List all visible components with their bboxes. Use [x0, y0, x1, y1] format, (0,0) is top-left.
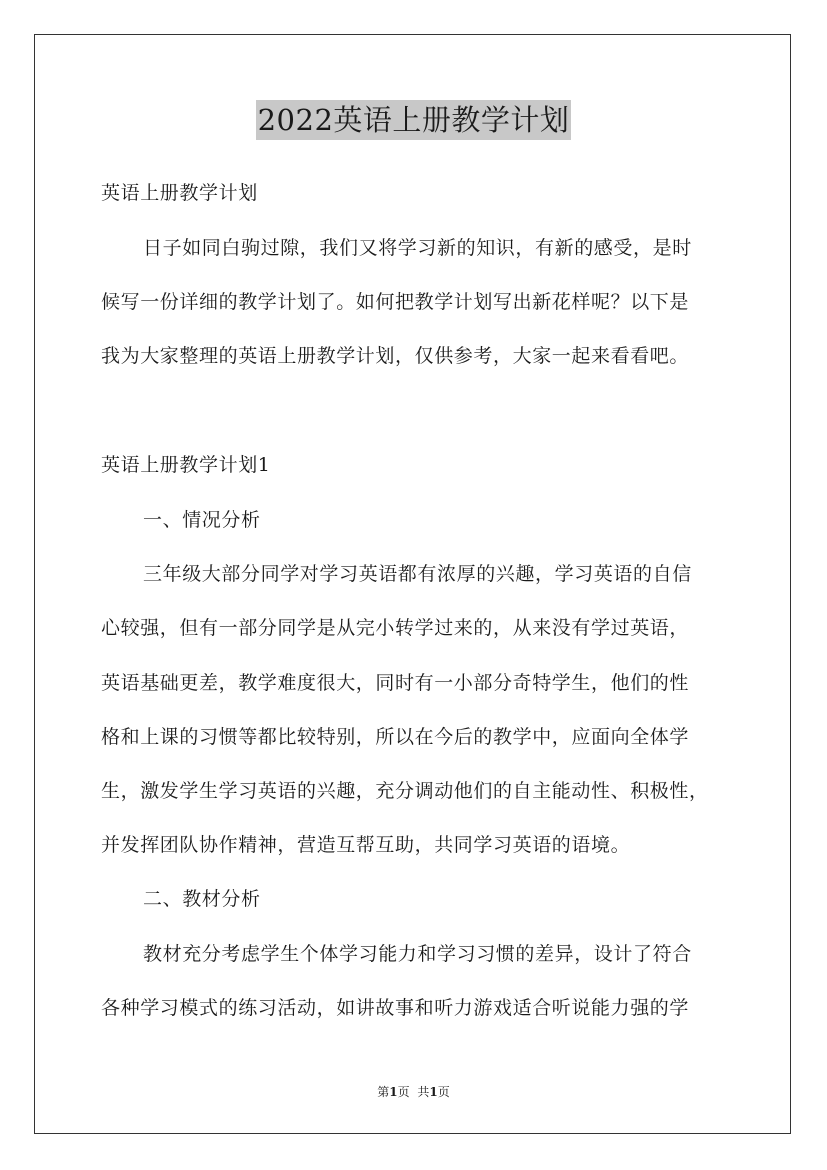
document-title: 2022英语上册教学计划	[256, 100, 572, 140]
paragraph-line: 教材充分考虑学生个体学习能力和学习习惯的差异，设计了符合	[143, 943, 692, 965]
paragraph-line: 各种学习模式的练习活动，如讲故事和听力游戏适合听说能力强的学	[101, 997, 690, 1019]
intro-line: 日子如同白驹过隙，我们又将学习新的知识，有新的感受，是时	[143, 237, 692, 259]
title-container	[0, 100, 827, 140]
footer-page-suffix: 页	[397, 1085, 410, 1099]
intro-line: 我为大家整理的英语上册教学计划，仅供参考，大家一起来看看吧。	[101, 345, 690, 367]
footer-total-number: 1	[429, 1085, 438, 1099]
paragraph-line: 心较强，但有一部分同学是从完小转学过来的，从来没有学过英语，	[101, 617, 690, 639]
intro-line: 候写一份详细的教学计划了。如何把教学计划写出新花样呢？以下是	[101, 291, 690, 313]
heading-situation-analysis: 一、情况分析	[143, 509, 261, 531]
footer-page-number: 1	[389, 1085, 398, 1099]
paragraph-line: 英语基础更差，教学难度很大，同时有一小部分奇特学生，他们的性	[101, 672, 690, 694]
footer-total-suffix: 页	[437, 1085, 450, 1099]
heading-textbook-analysis: 二、教材分析	[143, 888, 261, 910]
footer-total-prefix: 共	[417, 1085, 430, 1099]
paragraph-line: 三年级大部分同学对学习英语都有浓厚的兴趣，学习英语的自信	[143, 563, 692, 585]
document-subtitle: 英语上册教学计划	[101, 182, 258, 204]
page-footer	[0, 1084, 827, 1100]
paragraph-line: 生，激发学生学习英语的兴趣，充分调动他们的自主能动性、积极性，	[101, 780, 709, 802]
paragraph-line: 并发挥团队协作精神，营造互帮互助，共同学习英语的语境。	[101, 834, 631, 856]
footer-page-prefix: 第	[377, 1085, 390, 1099]
section-title: 英语上册教学计划1	[101, 454, 271, 476]
paragraph-line: 格和上课的习惯等都比较特别，所以在今后的教学中，应面向全体学	[101, 726, 690, 748]
